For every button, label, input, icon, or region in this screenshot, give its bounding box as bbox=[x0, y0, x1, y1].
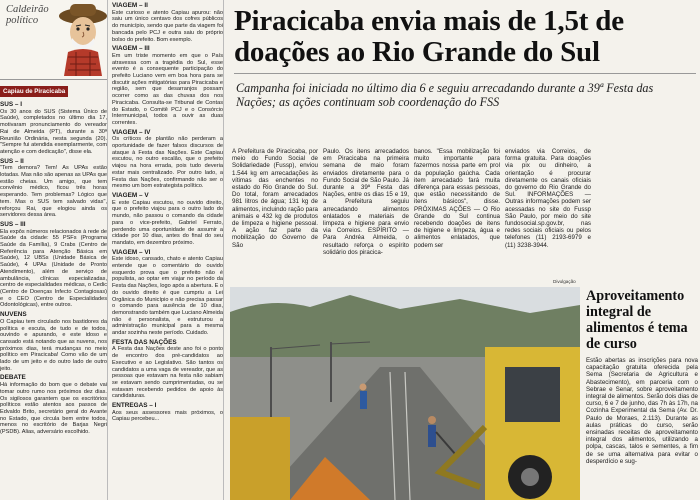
political-column-right bbox=[112, 0, 224, 500]
sidebar-body: Estão abertas as inscrições para nova capacitação gratuita oferecida pela Sema (Secretaria de Agricultura e Abastecimento), em parceria com o Sebrae e Senar, sobre aproveitamento integral de alimentos. Serão dois dias de curso, 6 e 7 de junho, das 7h às 17h, na Cozinha Experimental da Sema (Av. Dr. Paulo de Moraes, 2.113). Durante as aulas práticas do curso, serão ensinadas receitas de aproveitamento integral dos alimentos, utilizando a polpa, cascas, talos e sementes, a fim de se uma alternativa para evitar o desperdício e sug- bbox=[586, 357, 698, 465]
section-kicker: SUS – III bbox=[0, 220, 26, 228]
section-kicker: SUS – I bbox=[0, 101, 23, 108]
section-text: Há informação do bom que o debate vai tomar outro rumo nos próximos dez dias. Os sigilosos garantem que os escritórios políticos estão atentos aos passos de Edvaldo Brito, secretário geral do Avante no Estado, que circula bem entre todos, menos no escritório de Barjas Negri (PSDB). Alias, adversário escolhido. bbox=[0, 382, 107, 436]
capiau-caricature-icon bbox=[56, 2, 108, 76]
column2-sections bbox=[112, 3, 223, 423]
section-text: A Festa das Nações deste ano foi o ponto de encontro dos pré-candidatos ao Executivo e ao Legislativo. São tantos os candidatos a uma vaga de vereador, que as pessoas que estavam na festa não sabiam se estavam sendo cumprimentadas, ou se estavam recebendo pedidos de apoio às candidaturas. bbox=[112, 346, 223, 400]
column-logo-text: Caldeirão político bbox=[6, 4, 49, 26]
column-tag: Capiau de Piracicaba bbox=[0, 86, 68, 97]
section-text: Em um triste momento em que o País atravessa com a tragédia do Sul, esse evento é a consequente participação do prefeito Luciano vem em boa hora para se discutir ações mitigatórias para Piracicaba e região, sem que desarranjos possam ocorrer como as das chuvas dos nos Piracicaba. Consulta-se Tribunal de Contas do Estado, o Comitê PCJ e o Consórcio Intermunicipal, todos a ouvir as duas correntes. bbox=[112, 52, 223, 126]
story-column: enviados via Correios, de forma gratuita. Para doações via pix ou dinheiro, a orientação é procurar diretamente os canais oficiais do governo do Rio Grande do Sul. INFORMAÇÕES — Outras informações podem ser acessadas no site do Fussp São Paulo, por meio do site fundosocial.sp.gov.br, nas redes sociais oficiais ou pelos telefones (11) 2193-6979 e (11) 3238-3944. bbox=[505, 148, 591, 249]
sidebar-headline: Aproveitamento integral de alimentos é tema de curso bbox=[586, 288, 688, 352]
subheadline: Campanha foi iniciada no último dia 6 e seguiu arrecadando durante a 39ª Festa das Nações; as ações continuam sob coordenação do FSS bbox=[236, 81, 654, 109]
section-kicker: ENTREGAS – I bbox=[112, 402, 157, 410]
section-kicker: FESTA DAS NAÇÕES bbox=[112, 338, 177, 346]
section-kicker: VIAGEM – VI bbox=[112, 248, 151, 256]
sidebar-story bbox=[586, 288, 698, 500]
political-column-left bbox=[0, 0, 108, 500]
story-column: A Prefeitura de Piracicaba, por meio do Fundo Social de Solidariedade (Fussp), enviou 1.544 kg em arrecadações às vítimas das enchentes no estado do Rio Grande do Sul. Do total, foram arrecadados 981 litros de água; 131 kg de alimentos, incluindo ração para animais e 432 kg de produtos de limpeza e higiene pessoal. A ação faz parte da mobilização do Governo de São bbox=[232, 148, 318, 249]
section-kicker: DEBATE bbox=[0, 374, 26, 382]
section-text: Os críticos de plantão não perderam a oportunidade de fazer falsos discursos de ataque à Festa das Nações. Este Capiau escutou, no outro escalão, que o prefeito viajou na hora errada, pois tudo deveria estar mais centralizado. Por outro lado, a Festa das Nações, confirmando não ser o mesmo um bom estrategista político. bbox=[112, 136, 223, 190]
section-text: Os 30 anos do SUS (Sistema Único de Saúde), completados no último dia 17, motivaram pronunciamento do vereador Rai de Almeida (PT), durante a 30ª Reunião Ordinária, nesta segunda (20). "Sempre fui atendida exemplarmente, com atenção e com dedicação", disse ela. bbox=[0, 108, 107, 155]
column-masthead bbox=[0, 0, 107, 80]
column1-sections bbox=[0, 102, 107, 436]
roadwork-photo bbox=[230, 287, 580, 500]
section-text: Este curioso e atento Capiau apurou: não saiu um único centavo dos cofres públicos do município, sendo que parte da viagem foi bancada pelo PCJ e outra saiu do próprio bolso do prefeito. Bom exemplo. bbox=[112, 9, 223, 43]
section-text: Aos seus assessores mais próximos, o Capiau percebeu... bbox=[112, 409, 223, 423]
section-text: Este idoso, cansado, chato e atento Capiau entende que o comentário do ouvido esquerdo prova que o prefeito não é populista, ao optar em viajar no período da Festa das Nações, logo após a abertura. E o do ouvido direito é que cumpriu a Lei Orgânica do Município e não precisa passar o comando para ausência de 10 dias, demonstrando também que Luciano Almeida não é personalista, e estruturou a administração municipal para a mesma andar sozinha neste período. Cuidado. bbox=[112, 256, 224, 337]
divider bbox=[234, 73, 696, 74]
section-kicker: VIAGEM – II bbox=[112, 2, 148, 9]
main-story bbox=[230, 0, 700, 500]
section-text: E este Capiau escutou, no ouvido direito, que o prefeito viajou para o outro lado do mundo, não passou o comando da cidade para o vice-prefeito, Gabriel Ferrato, perdendo uma oportunidade de assumir a cidade por 10 dias, antes do final do seu mandato, em dezembro próximo. bbox=[112, 199, 223, 246]
section-kicker: VIAGEM – V bbox=[112, 191, 149, 199]
photo-credit: Divulgação bbox=[553, 279, 576, 284]
section-kicker: NUVENS bbox=[0, 311, 27, 319]
section-text: O Capiau tem circulado nos bastidores da política e escuta, de tudo e de todos, ouvindo e apurando, e este idoso e cansado está notando que as nuvens, nos próximos dias, terá mudanças no meio político em Piracicaba! Como vão de um lado de um jeito e do outro lado de outro jeito. bbox=[0, 318, 107, 372]
section-text: "Tem demora? Tem! As UPAs estão lotadas. Mas não são apenas as UPAs que estão cheias. Um amigo, que tem convênio médico, ficou três horas esperando. Tem problemas? Lógico que tem. Mas o SUS tem salvado vidas", reforçou Rai, que elogiou ainda os servidores dessa área. bbox=[0, 165, 107, 219]
headline: Piracicaba envia mais de 1,5t de doações ao Rio Grande do Sul bbox=[234, 5, 624, 68]
section-text: Ela expôs números relacionados à rede de Saúde da cidade: 55 PSFs (Programa Saúde da Família), 9 Crabs (Centro de Referência para Atenção Básica em Saúde), 12 UBSs (Unidade Básica de Saúde), 4 UPAs (Unidade de Pronto Atendimento), além de serviço de ambulância, clínicas especializadas, centro de especialidades médicas, o Cedic (Centro de Doenças Infecto Contagiosas) e o CEO (Centro de Especialidades Odontológicas), entre outros. bbox=[0, 228, 107, 309]
section-kicker: VIAGEM – IV bbox=[112, 128, 151, 136]
story-column: Paulo. Os itens arrecadados em Piracicaba na primeira semana de maio foram enviados diretamente para o Fundo Social de São Paulo. Já durante a 39ª Festa das Nações, entre os dias 15 e 19, a Prefeitura seguiu arrecadando alimentos enlatados e materiais de limpeza e higiene para envio via Correios. ESPÍRITO — Para Andréa Almeida, o resultado reforça o espírito solidário dos piracica- bbox=[323, 148, 409, 256]
section-kicker: VIAGEM – III bbox=[112, 45, 150, 53]
section-kicker: SUS – II bbox=[0, 157, 24, 165]
story-column: banos. "Essa mobilização foi muito importante para fazermos nossa parte em prol da população gaúcha. Cada item arrecadado fará muita diferença para essas pessoas, que estão necessitando de itens básicos", disse. PRÓXIMAS AÇÕES — O Rio Grande do Sul continua recebendo doações de itens de higiene e limpeza, água e alimentos enlatados, que podem ser bbox=[414, 148, 500, 249]
